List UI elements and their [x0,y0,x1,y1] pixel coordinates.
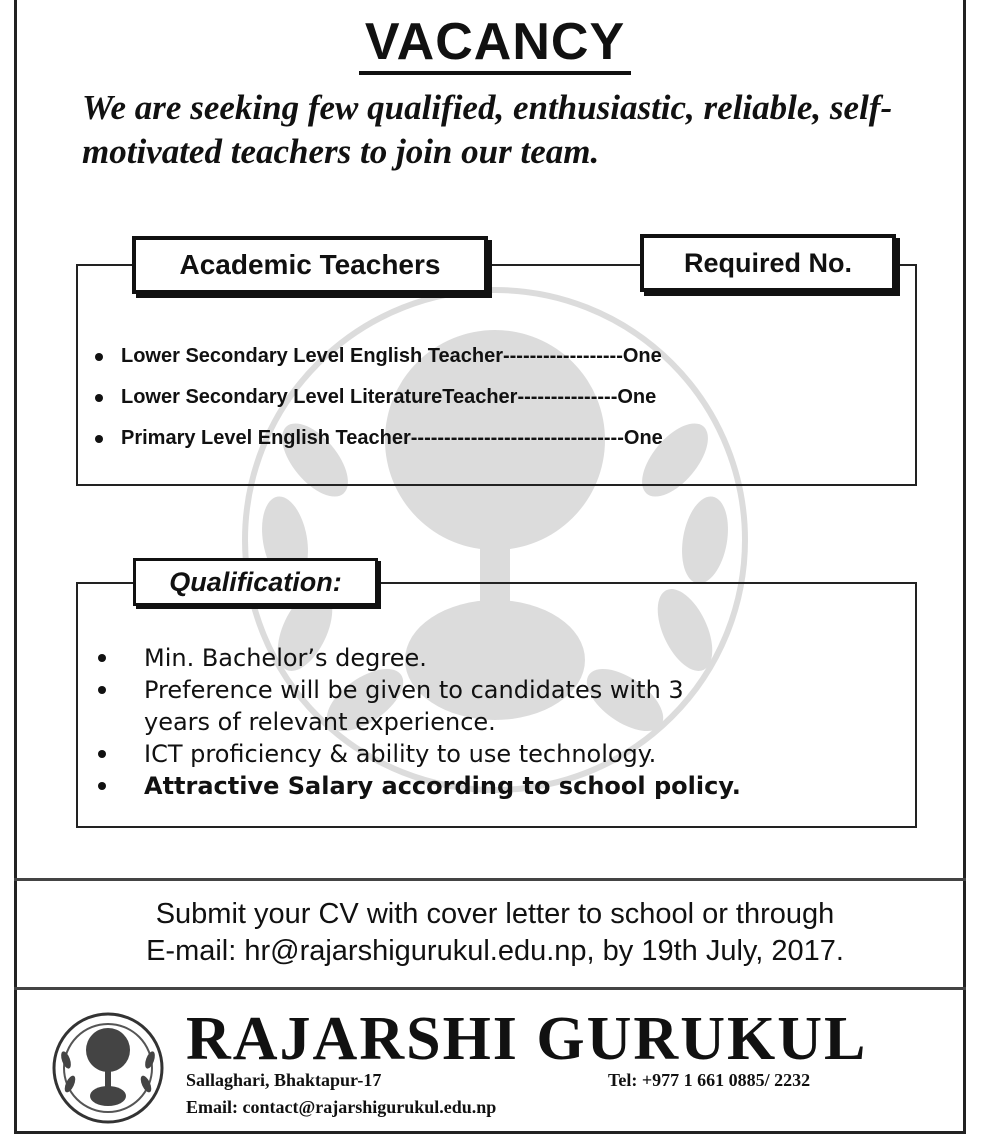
submission-instructions [0,896,990,970]
bullet-icon [95,353,103,361]
submission-line-2[interactable]: E-mail: hr@rajarshigurukul.edu.np, by 19th July, 2017. [146,935,844,967]
list-item: Attractive Salary according to school policy. [92,770,752,802]
bullet-icon [95,394,103,402]
list-item: Preference will be given to candidates with 3 years of relevant experience. [92,674,752,738]
school-logo-icon [50,1010,166,1126]
school-name: RAJARSHI GURUKUL [186,1005,868,1073]
positions-list [95,336,663,459]
qualification-list [92,642,752,802]
school-address: Sallaghari, Bhaktapur-17 [186,1070,382,1090]
academic-teachers-heading: Academic Teachers [132,236,488,294]
bullet-icon [98,654,106,662]
submission-line-1: Submit your CV with cover letter to school or through [155,898,835,930]
qualification-heading: Qualification: [133,558,378,606]
list-item: ICT proficiency & ability to use technology. [92,738,752,770]
bullet-icon [98,782,106,790]
divider [14,878,966,881]
required-no-heading: Required No. [640,234,896,292]
divider [14,987,966,990]
bullet-icon [98,686,106,694]
school-email[interactable]: Email: contact@rajarshigurukul.edu.np [186,1097,497,1117]
list-item: Primary Level English Teacher--------------------------------One [95,418,663,459]
list-item: Min. Bachelor’s degree. [92,642,752,674]
school-telephone: Tel: +977 1 661 0885/ 2232 [608,1070,811,1090]
vacancy-title: VACANCY [0,12,990,72]
intro-text: We are seeking few qualified, enthusiastic, reliable, self-motivated teachers to join our team. [82,88,893,171]
list-item: Lower Secondary Level LiteratureTeacher---------------One [95,377,663,418]
bullet-icon [98,750,106,758]
list-item: Lower Secondary Level English Teacher------------------One [95,336,663,377]
bullet-icon [95,435,103,443]
